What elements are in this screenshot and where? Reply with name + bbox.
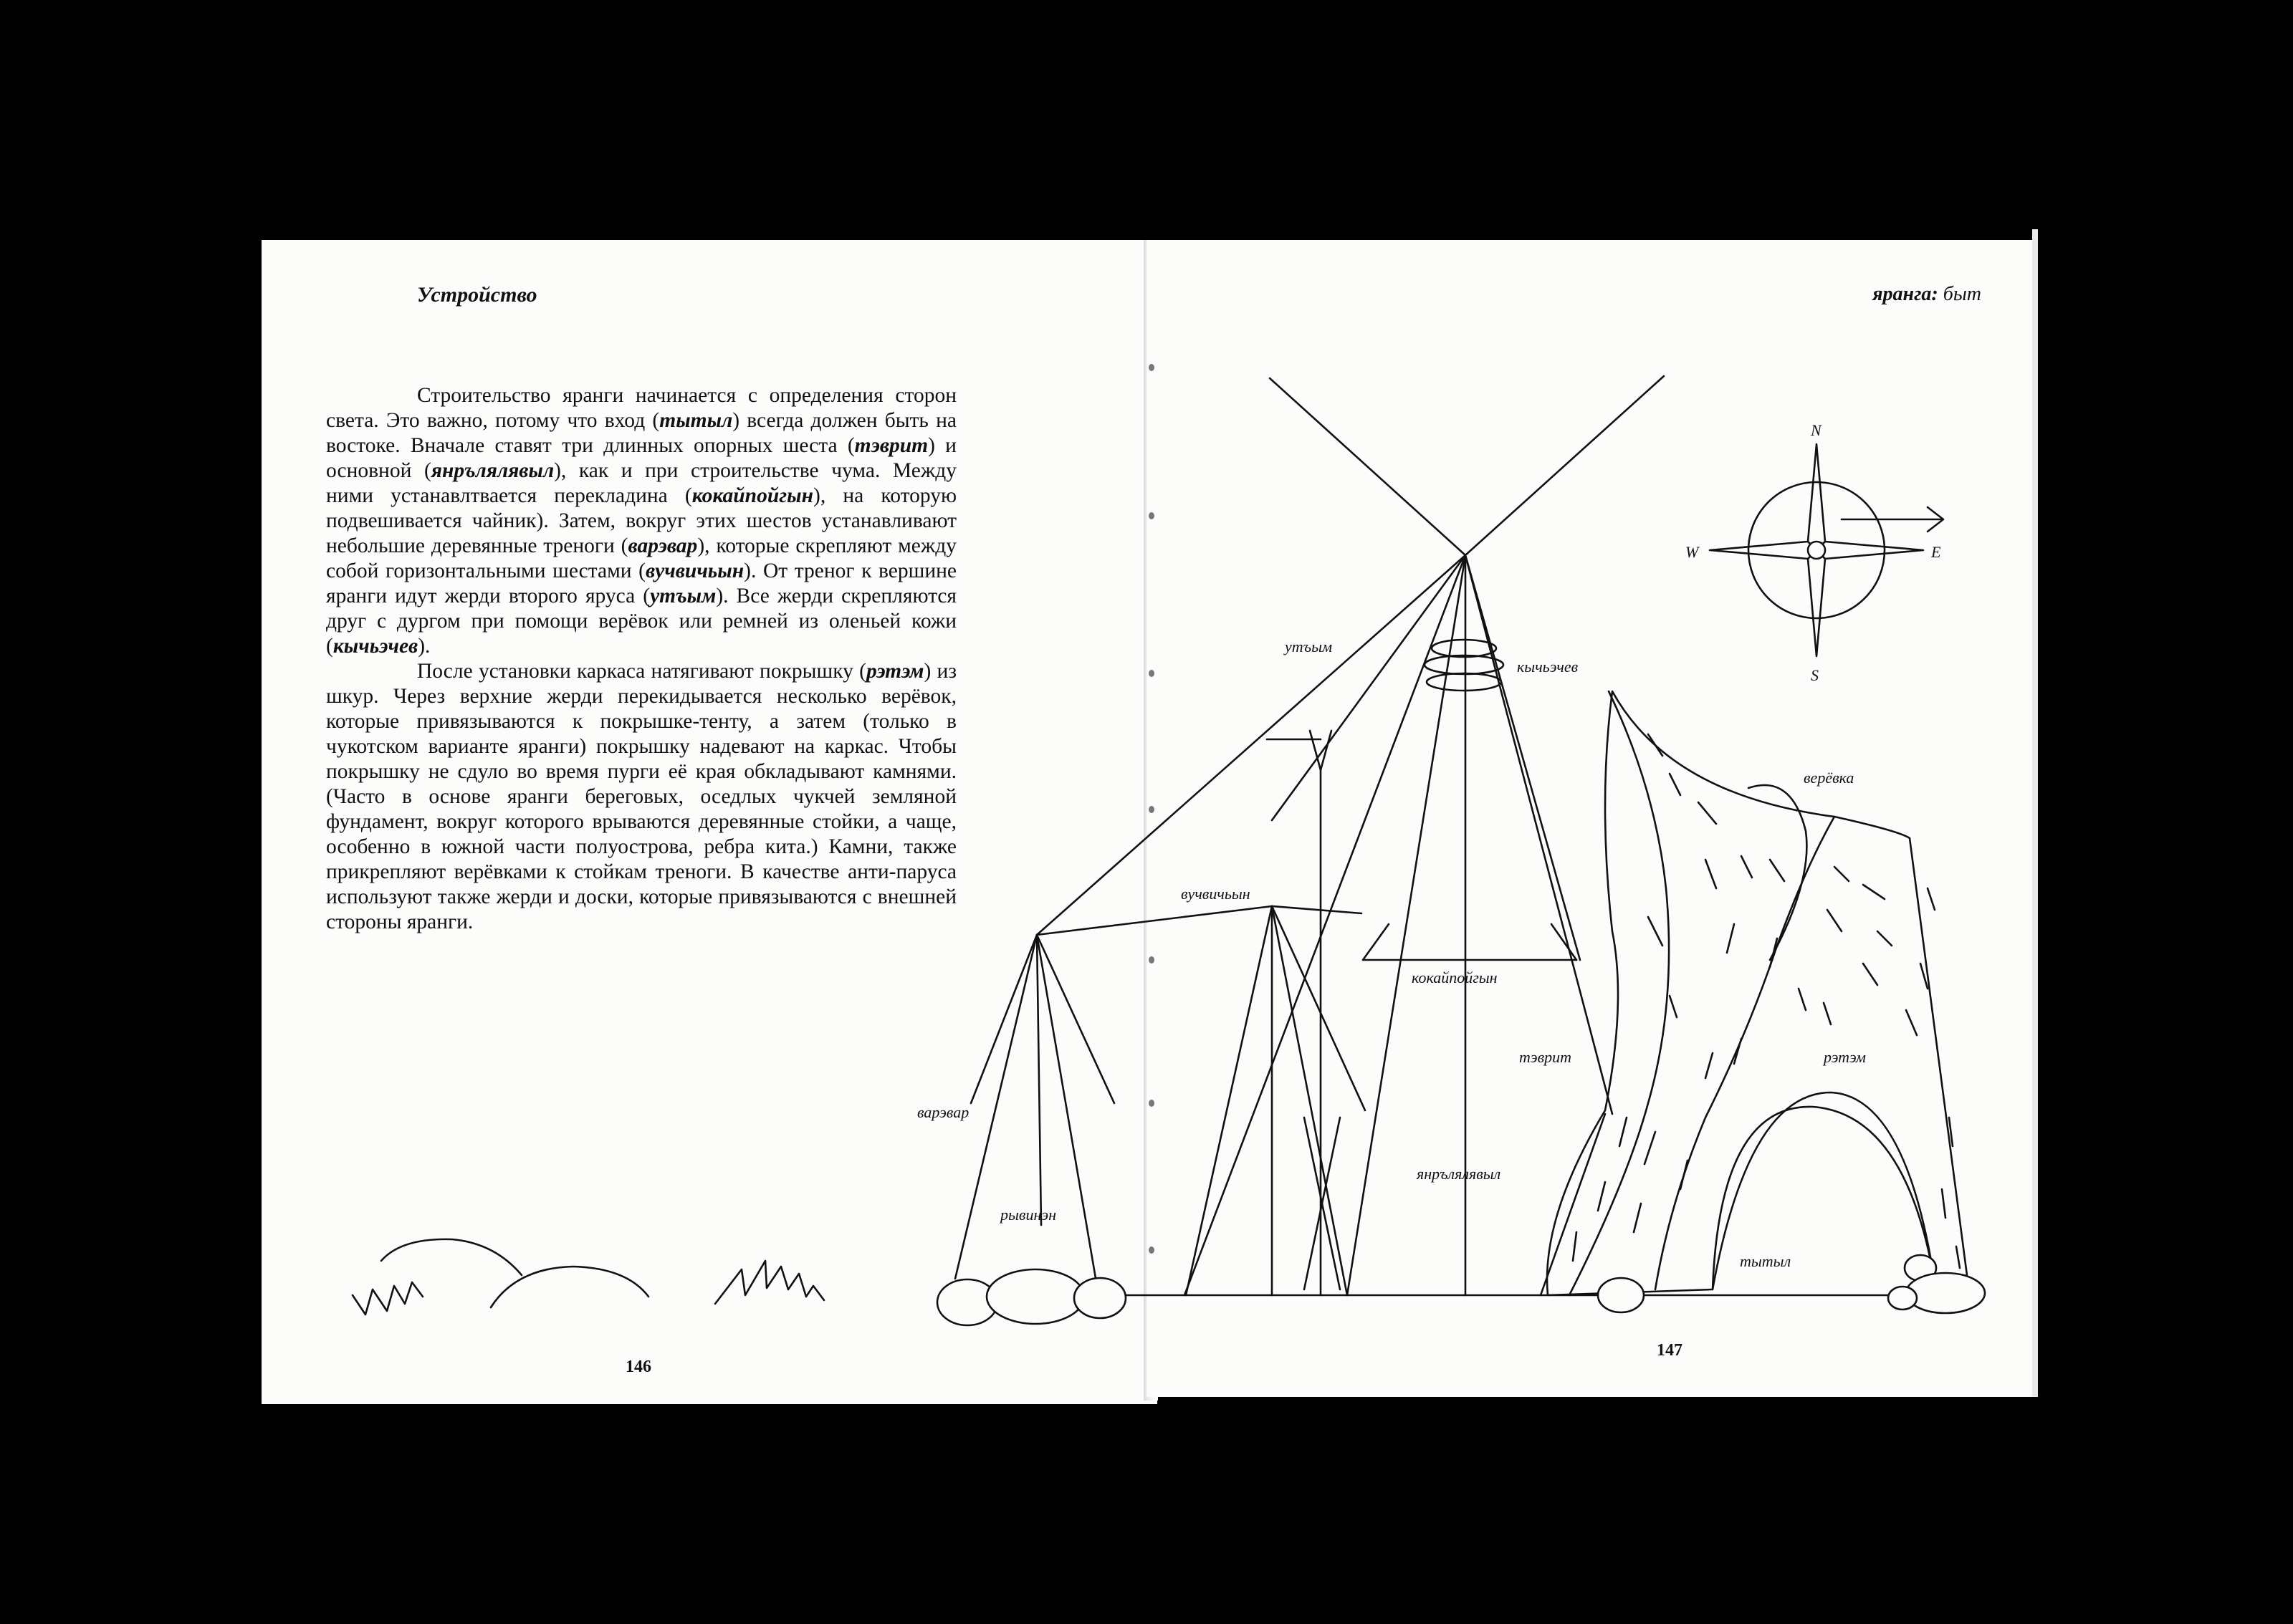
term: вучвичьын [645, 559, 745, 582]
tripod-left-leg-3 [1037, 935, 1041, 1225]
fur-marks [1573, 734, 1960, 1268]
kychechev-ring-2 [1425, 655, 1503, 674]
text-run: ). [418, 635, 431, 658]
tripod-left-leg-2 [1037, 935, 1096, 1282]
label-verevka: верёвка [1804, 769, 1854, 787]
label-yanralyalyavyl: янрълялявыл [1417, 1165, 1501, 1183]
text-run: ), которые скрепляют между собой горизонтальными шестами ( [326, 534, 957, 582]
compass-icon [1710, 444, 1943, 656]
retem-inner-fold [1655, 817, 1834, 1289]
term: кокайпойгын [691, 484, 813, 507]
right-frame-pole [1541, 1114, 1605, 1295]
running-header-sub: быт [1938, 283, 1981, 305]
term: тытыл [659, 409, 733, 432]
text-run: ), на которую подвешивается чайник). Затем, вокруг этих шестов устанавливают небольшие деревянные треноги ( [326, 484, 957, 557]
text-run: ), как и при строительстве чума. Между ними устанавлтвается перекладина ( [326, 459, 957, 507]
text-run: ). От треног к вершине яранги идут жерди второго яруса ( [326, 559, 957, 607]
vuchvichyn-beam-2 [1272, 906, 1361, 913]
tevrit-pole-2 [1347, 555, 1465, 1295]
outer-pole-left [1037, 555, 1465, 935]
apex-pole-left [1270, 378, 1465, 555]
text-run: ) и основной ( [326, 434, 957, 482]
section-title: Устройство [417, 283, 537, 307]
retem-cover [1547, 691, 1967, 1295]
label-retem: рэтэм [1824, 1048, 1866, 1066]
label-tevrit: тэврит [1519, 1048, 1572, 1066]
label-ryvinen: рывинэн [1000, 1206, 1056, 1224]
text-run: Строительство яранги начинается с определения сторон света. Это важно, потому что вход ( [326, 384, 957, 432]
apex-pole-right [1465, 376, 1664, 555]
tripod-mid-leg-4 [1272, 906, 1365, 1110]
label-kychechev: кычьэчев [1517, 658, 1579, 676]
label-utym: утъым [1285, 638, 1333, 655]
compass-north: N [1811, 421, 1822, 439]
kychechev-ring-3 [1427, 673, 1501, 691]
compass-west: W [1685, 543, 1699, 561]
label-vuchvichyn: вучвичьын [1181, 885, 1250, 903]
tripod-left-leg-4 [1037, 935, 1114, 1103]
running-header-main: яранга: [1872, 283, 1938, 305]
text-run: ) из шкур. Через верхние жерди перекидывается несколько верёвок, которые привязываются к покрышке-тенту, а затем (только в чукотском варианте яранги) покрышку надевают на каркас. Чтобы покрышку не сдуло во время пурги её края обкладывают камнями. (Часто в основе яранги береговых, оседлых чукчей земляной фундамент, вокруг которого врываются деревянные стойки, а чаще, особенно в южной части полуострова, ребра кита.) Камни, также прикрепляют верёвками к стойкам треноги. В качестве анти-паруса используют также жерди и доски, которые привязываются с внешней стороны яранги. [326, 660, 957, 933]
kokaipoigyn-hang-left [1363, 924, 1389, 960]
label-kokaipoigyn: кокайпойгын [1412, 969, 1498, 986]
label-varevar: варэвар [917, 1103, 970, 1121]
compass-east: E [1931, 543, 1941, 561]
term: утъым [650, 585, 717, 607]
compass-south: S [1811, 666, 1819, 684]
vuchvichyn-beam [1037, 906, 1272, 935]
text-run: ) всегда должен быть на востоке. Вначале ставят три длинных опорных шеста ( [326, 409, 957, 457]
tripod-left-rope [971, 935, 1037, 1103]
text-run: ). Все жерди скрепляются друг с дургом при помощи верёвок или ремней из оленьей кожи ( [326, 585, 957, 658]
retem-fold [1569, 691, 1669, 1295]
term: кычьэчев [332, 635, 418, 658]
label-tytyl: тытыл [1740, 1252, 1791, 1270]
term: янрълялявыл [431, 459, 555, 482]
text-run: После установки каркаса натягивают покрышку ( [417, 660, 866, 683]
term: рэтэм [866, 660, 924, 683]
kychechev-ring-1 [1432, 640, 1496, 657]
tevrit-pole-4 [1465, 555, 1580, 960]
term: тэврит [854, 434, 929, 457]
page-number-right: 147 [1657, 1341, 1682, 1360]
tevrit-pole-3 [1465, 555, 1612, 1114]
term: варэвар [628, 534, 698, 557]
page-number-left: 146 [626, 1358, 651, 1376]
grass-decoration [353, 1239, 824, 1315]
